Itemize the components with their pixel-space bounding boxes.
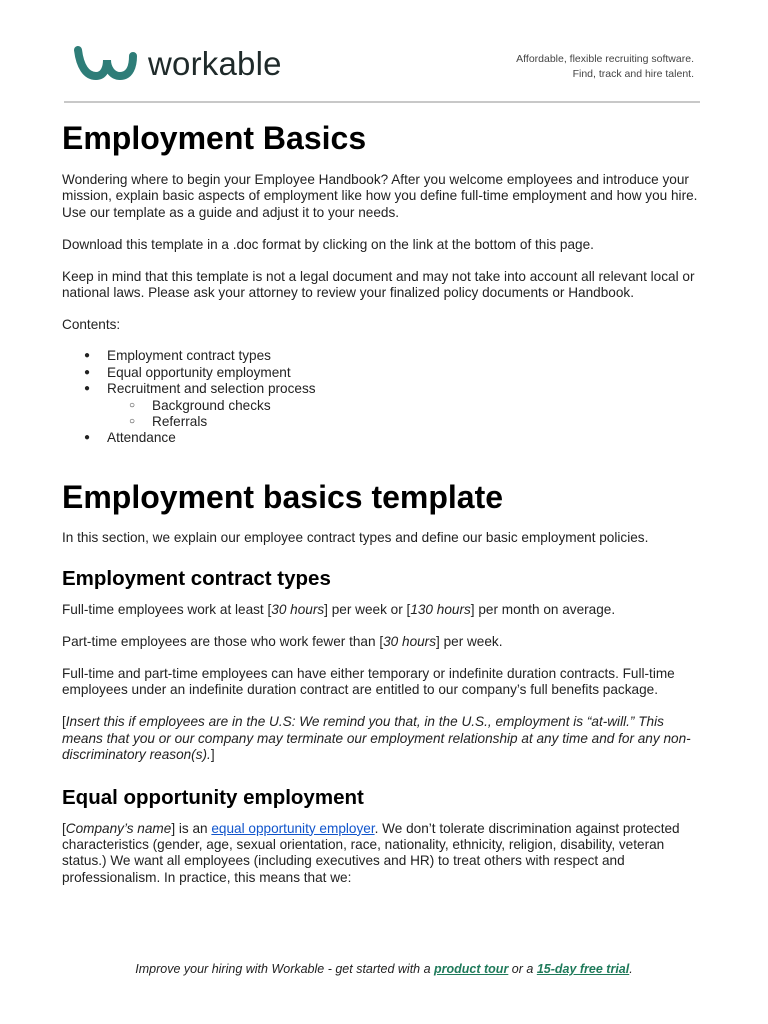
document-body (62, 118, 707, 902)
contents-item: ● Recruitment and selection process (62, 381, 707, 397)
page-footer (0, 962, 768, 976)
header-tagline (516, 52, 694, 82)
text-run: ] (210, 747, 215, 763)
download-note: Download this template in a .doc format by clicking on the link at the bottom of this page. (62, 236, 594, 252)
equal-opportunity-heading: Equal opportunity employment (62, 785, 364, 809)
placeholder-text: 130 hours (410, 602, 471, 618)
at-will-paragraph (62, 714, 707, 763)
contents-item: ● Equal opportunity employment (62, 365, 707, 381)
text-run: Full-time employees work at least [ (62, 602, 272, 618)
contents-label: Contents: (62, 316, 121, 332)
placeholder-text: Insert this if employees are in the U.S: We remind you that, in the U.S., employment is “at-will.” This means that you or our company may terminate our employment relationship at any time and for any non-discriminatory reason(s). (62, 714, 691, 763)
footer-text: . (629, 962, 633, 976)
workable-logo-icon (72, 44, 138, 82)
full-time-paragraph (62, 602, 707, 618)
contents-item: ● Employment contract types (62, 348, 707, 364)
text-run: . We don’t tolerate discrimination against protected characteristics (gender, age, sexual orientation, race, nationality, ethnicity, religion, disability, veteran status.) We want all employees (including executives and HR) to treat others with respect and professionalism. In practice, this means that we: (62, 820, 680, 885)
text-run: ] per week or [ (324, 602, 411, 618)
product-tour-link[interactable]: product tour (434, 962, 509, 976)
contract-duration-paragraph: Full-time and part-time employees can have either temporary or indefinite duration contracts. Full-time employees under an indefinite duration contract are entitled to our company’s full benefits package. (62, 666, 675, 698)
footer-text: Improve your hiring with Workable - get started with a (135, 962, 435, 976)
equal-opportunity-paragraph (62, 821, 707, 887)
text-run: ] is an (171, 820, 212, 836)
tagline-line-2: Find, track and hire talent. (572, 68, 694, 80)
section-title: Employment basics template (62, 478, 504, 515)
free-trial-link[interactable]: 15-day free trial (536, 962, 630, 976)
contents-subitem (62, 414, 707, 430)
footer-text: or a (508, 962, 537, 976)
contents-subitem (62, 398, 707, 414)
logo-wordmark: workable (148, 44, 282, 82)
text-run: [ (62, 714, 66, 730)
contents-list (62, 348, 707, 397)
workable-logo[interactable] (72, 44, 282, 82)
text-run: ] per month on average. (470, 602, 616, 618)
placeholder-text: Company’s name (65, 820, 172, 836)
contents-sublist (107, 398, 707, 431)
intro-paragraph: Wondering where to begin your Employee Handbook? After you welcome employees and introduce your mission, explain basic aspects of employment like how you define full-time employment and how you hire. Use our template as a guide and adjust it to your needs. (62, 172, 698, 220)
contents-subitem-label: Referrals (152, 413, 208, 429)
page-header (72, 44, 700, 94)
text-run: ] per week. (436, 634, 503, 650)
text-run: Part-time employees are those who work fewer than [ (62, 634, 384, 650)
header-divider (64, 101, 700, 103)
contents-list-continued (62, 430, 707, 446)
contents-item: ● Attendance (62, 430, 707, 446)
equal-opportunity-employer-link[interactable]: equal opportunity employer (211, 820, 375, 836)
part-time-paragraph (62, 634, 707, 650)
page-title: Employment Basics (62, 120, 367, 156)
contents-subitem-label: Background checks (152, 397, 271, 413)
text-run: [ (62, 820, 66, 836)
tagline-line-1: Affordable, flexible recruiting software. (516, 53, 694, 65)
contract-types-heading: Employment contract types (62, 567, 331, 591)
legal-note: Keep in mind that this template is not a legal document and may not take into account all relevant local or national laws. Please ask your attorney to review your finalized policy documents or Handbook. (62, 268, 695, 301)
placeholder-text: 30 hours (271, 602, 325, 618)
section-intro: In this section, we explain our employee contract types and define our basic employment policies. (62, 529, 649, 545)
placeholder-text: 30 hours (383, 634, 437, 650)
